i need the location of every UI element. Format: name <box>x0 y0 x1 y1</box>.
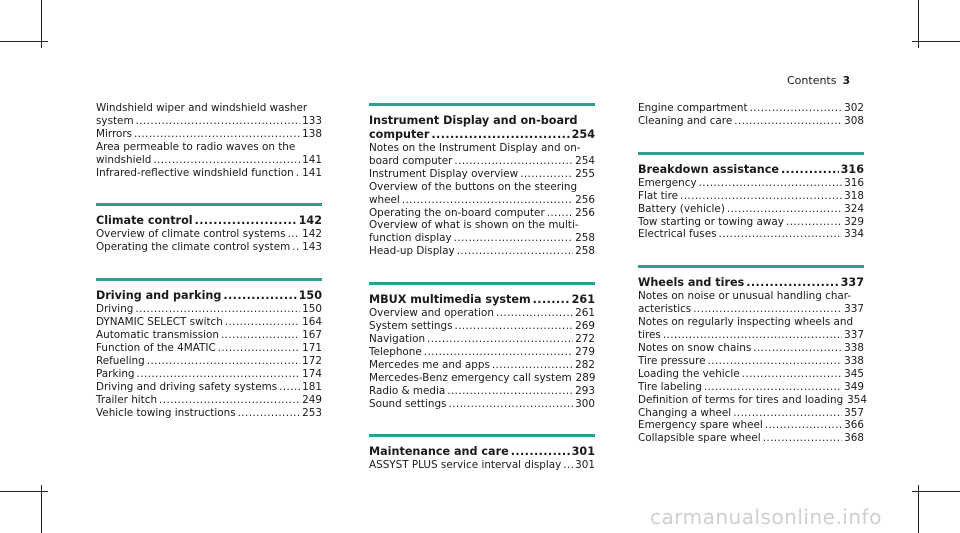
crop-mark <box>0 491 48 492</box>
dot-leader <box>547 207 573 220</box>
toc-column-3 <box>638 102 868 445</box>
dot-leader <box>765 419 842 432</box>
toc-entry-title: system <box>96 114 134 127</box>
page-number: 3 <box>842 74 851 87</box>
dot-leader <box>742 368 842 381</box>
section-title: Climate control <box>96 214 193 228</box>
toc-page-number: 289 <box>575 371 596 384</box>
toc-entry[interactable] <box>638 355 864 368</box>
toc-entry-title: Operating the climate control system <box>96 241 291 254</box>
toc-entry-title: Loading the vehicle <box>638 367 740 380</box>
toc-entry[interactable] <box>369 359 595 372</box>
toc-entry-title: Mercedes me and apps <box>369 358 490 371</box>
dot-leader <box>137 368 301 381</box>
dot-leader <box>734 115 842 128</box>
toc-column-2 <box>369 103 595 472</box>
dot-leader <box>708 355 843 368</box>
toc-page-number: 256 <box>575 193 595 206</box>
section-divider <box>369 434 595 437</box>
toc-entry-title: acteristics <box>638 303 692 316</box>
toc-page-number: 337 <box>844 329 864 342</box>
toc-entry-title: Infrared-reflective windshield function <box>96 166 294 179</box>
toc-page-number: 181 <box>302 380 322 393</box>
toc-page-number: 164 <box>302 316 322 329</box>
toc-entry-title: Battery (vehicle) <box>638 202 725 215</box>
toc-page-number: 357 <box>844 406 864 419</box>
toc-page-number: 141 <box>302 153 322 166</box>
toc-entry-title: Electrical fuses <box>638 228 717 241</box>
dot-leader <box>753 342 842 355</box>
toc-entry-title: tires <box>638 329 661 342</box>
toc-page-number: 255 <box>575 167 595 180</box>
toc-entry[interactable] <box>369 333 595 346</box>
crop-mark <box>918 485 919 533</box>
toc-entry-title: Instrument Display overview <box>369 167 519 180</box>
dot-leader <box>511 445 570 459</box>
toc-entry-title: Trailer hitch <box>96 393 158 406</box>
toc-entry-title: Tow starting or towing away <box>638 215 784 228</box>
toc-entry[interactable] <box>369 168 595 181</box>
toc-entry-title: Tire pressure <box>638 354 706 367</box>
toc-entry[interactable] <box>96 228 322 241</box>
section-divider <box>369 103 595 106</box>
toc-page-number: 308 <box>844 114 864 127</box>
toc-entry[interactable] <box>638 190 864 203</box>
toc-entry[interactable] <box>96 407 322 420</box>
toc-entry-title: Vehicle towing instructions <box>96 406 236 419</box>
dot-leader <box>781 163 839 177</box>
toc-entry[interactable] <box>96 241 322 254</box>
toc-entry-title: Flat tire <box>638 189 679 202</box>
toc-entry[interactable] <box>96 316 322 329</box>
dot-leader <box>520 168 573 181</box>
section-page-number: 337 <box>840 276 864 290</box>
dot-leader <box>288 228 301 241</box>
section-title: computer <box>369 128 430 141</box>
dot-leader <box>147 355 300 368</box>
toc-section-heading[interactable] <box>96 214 322 228</box>
dot-leader <box>135 303 300 316</box>
toc-section-heading[interactable] <box>369 293 595 307</box>
toc-page-number: 354 <box>847 393 868 406</box>
toc-entry-title: Mercedes-Benz emergency call system <box>369 371 572 384</box>
crop-mark <box>912 41 960 42</box>
toc-entry-line: Notes on regularly inspecting wheels and <box>638 316 854 329</box>
toc-entry-title: Refueling <box>96 354 145 367</box>
toc-entry[interactable] <box>369 207 595 220</box>
toc-page-number: 301 <box>575 459 595 472</box>
dot-leader <box>223 289 296 303</box>
dot-leader <box>727 203 842 216</box>
toc-entry-title: Head-up Display <box>369 245 455 258</box>
toc-section <box>369 103 595 258</box>
toc-page-number: 269 <box>575 320 595 333</box>
dot-leader <box>153 154 300 167</box>
crop-mark <box>41 485 42 533</box>
toc-page-number: 300 <box>575 397 595 410</box>
toc-entry[interactable] <box>96 128 322 141</box>
toc-column-1 <box>96 102 322 419</box>
toc-entry-title: Function of the 4MATIC <box>96 341 216 354</box>
dot-leader <box>693 303 842 316</box>
toc-entry[interactable] <box>638 102 864 115</box>
toc-section <box>96 278 322 419</box>
toc-entry-title: Changing a wheel <box>638 406 732 419</box>
toc-entry[interactable] <box>96 381 322 394</box>
toc-page-number: 368 <box>844 432 864 445</box>
dot-leader <box>663 329 842 342</box>
dot-leader <box>455 320 574 333</box>
toc-entry[interactable] <box>96 115 322 128</box>
toc-entry-line: Overview of the buttons on the steering <box>369 180 578 193</box>
toc-entry-title: Engine compartment <box>638 102 748 114</box>
dot-leader <box>292 241 300 254</box>
dot-leader <box>296 167 300 180</box>
toc-entry-line: Windshield wiper and windshield washer <box>96 102 308 114</box>
toc-entry[interactable] <box>638 329 864 342</box>
toc-entry-title: Emergency spare wheel <box>638 419 763 432</box>
toc-section-heading[interactable] <box>638 276 864 290</box>
dot-leader <box>225 316 300 329</box>
watermark: carmanualsonline.info <box>650 505 882 529</box>
toc-entry-title: Driving <box>96 303 134 316</box>
toc-entry[interactable] <box>96 342 322 355</box>
toc-page-number: 249 <box>302 393 322 406</box>
toc-entry[interactable] <box>369 398 595 411</box>
toc-entry[interactable] <box>96 394 322 407</box>
toc-entry[interactable] <box>638 228 864 241</box>
toc-entry[interactable] <box>638 393 868 407</box>
toc-section-heading[interactable] <box>638 163 864 177</box>
toc-entry-title: Tire labeling <box>638 380 702 393</box>
dot-leader <box>195 214 297 228</box>
toc-entry-title: Emergency <box>638 176 697 189</box>
toc-page-number: 324 <box>844 202 864 215</box>
dot-leader <box>454 232 574 245</box>
header-title: Contents <box>787 74 837 87</box>
toc-entry[interactable] <box>96 167 322 180</box>
toc-entry-title: DYNAMIC SELECT switch <box>96 316 223 329</box>
toc-entry-title: Automatic transmission <box>96 329 219 342</box>
toc-page-number: 302 <box>844 102 864 114</box>
toc-entry-title: function display <box>369 232 452 245</box>
dot-leader <box>704 381 842 394</box>
dot-leader <box>402 194 573 207</box>
toc-page-number: 150 <box>302 303 322 316</box>
toc-entry[interactable] <box>96 368 322 381</box>
section-page-number: 261 <box>571 293 595 307</box>
toc-entry[interactable] <box>638 419 864 432</box>
toc-page-number: 282 <box>575 358 595 371</box>
crop-mark <box>0 41 48 42</box>
toc-page-number: 318 <box>844 189 864 202</box>
toc-page-number: 345 <box>844 367 864 380</box>
section-page-number: 316 <box>840 162 864 176</box>
toc-entry-title: Sound settings <box>369 397 447 410</box>
toc-entry[interactable] <box>96 329 322 342</box>
section-title: Driving and parking <box>96 289 222 303</box>
toc-entry-title: windshield <box>96 153 152 166</box>
section-divider <box>369 282 595 285</box>
dot-leader <box>427 333 573 346</box>
toc-entry-title: ASSYST PLUS service interval display <box>369 459 562 472</box>
toc-entry[interactable] <box>638 407 864 420</box>
dot-leader <box>680 190 842 203</box>
toc-entry[interactable] <box>638 342 864 355</box>
dot-leader <box>699 177 843 190</box>
toc-entry[interactable] <box>369 372 595 385</box>
toc-page-number: 329 <box>844 215 864 228</box>
toc-page-number: 338 <box>844 341 864 354</box>
dot-leader <box>431 128 569 142</box>
toc-page-number: 258 <box>575 245 595 258</box>
toc-entry[interactable] <box>369 385 595 398</box>
toc-entry-title: Telephone <box>369 345 422 358</box>
toc-entry-line: Area permeable to radio waves on the <box>96 140 296 153</box>
toc-entry[interactable] <box>638 115 864 128</box>
toc-page-number: 142 <box>302 228 322 241</box>
toc-page-number: 366 <box>844 419 864 432</box>
toc-section <box>638 152 864 242</box>
dot-leader <box>159 394 300 407</box>
section-title-line: Instrument Display and on-board <box>369 114 578 127</box>
dot-leader <box>447 385 573 398</box>
dot-leader <box>733 407 842 420</box>
dot-leader <box>457 245 573 258</box>
toc-entry[interactable] <box>638 216 864 229</box>
toc-page-number: 143 <box>302 241 322 254</box>
dot-leader <box>424 346 573 359</box>
toc-entry[interactable] <box>369 346 595 359</box>
toc-entry[interactable] <box>96 355 322 368</box>
toc-entry[interactable] <box>638 381 864 394</box>
toc-entry-line: Notes on noise or unusual handling char- <box>638 290 852 303</box>
toc-entry-title: Overview and operation <box>369 307 494 320</box>
toc-page-number: 334 <box>844 228 864 241</box>
toc-entry-title: Radio & media <box>369 384 446 397</box>
toc-page-number: 172 <box>302 354 322 367</box>
toc-entry-title: Driving and driving safety systems <box>96 380 278 393</box>
section-title: Wheels and tires <box>638 276 745 290</box>
toc-section <box>638 265 868 445</box>
toc-page-number: 261 <box>575 307 595 320</box>
toc-entry-title: Definition of terms for tires and loading <box>638 393 844 406</box>
dot-leader <box>563 459 573 472</box>
dot-leader <box>746 276 838 290</box>
toc-page-number: 174 <box>302 367 322 380</box>
toc-entry[interactable] <box>369 245 595 258</box>
toc-entry[interactable] <box>369 232 595 245</box>
dot-leader <box>454 155 573 168</box>
dot-leader <box>136 115 301 128</box>
section-title: MBUX multimedia system <box>369 293 531 307</box>
toc-entry[interactable] <box>369 155 595 168</box>
toc-entry[interactable] <box>96 303 322 316</box>
toc-page-number: 254 <box>575 154 595 167</box>
section-divider <box>638 152 864 155</box>
toc-entry[interactable] <box>369 307 595 320</box>
toc-section <box>369 282 595 410</box>
page-header <box>787 74 927 87</box>
toc-entry-title: Cleaning and care <box>638 114 733 127</box>
toc-entry[interactable] <box>369 194 595 207</box>
toc-page-number: 138 <box>302 127 322 140</box>
dot-leader <box>448 398 573 411</box>
toc-entry-title: wheel <box>369 193 400 206</box>
dot-leader <box>750 102 843 115</box>
dot-leader <box>763 432 842 445</box>
toc-entry[interactable] <box>96 154 322 167</box>
toc-entry-title: Navigation <box>369 332 426 345</box>
dot-leader <box>719 228 843 241</box>
toc-page-number: 258 <box>575 232 595 245</box>
toc-page-number: 338 <box>844 354 864 367</box>
toc-entry[interactable] <box>369 320 595 333</box>
toc-page-number: 316 <box>844 176 864 189</box>
toc-section-heading[interactable] <box>96 289 322 303</box>
toc-section-heading[interactable] <box>369 128 595 142</box>
toc-entry-title: Collapsible spare wheel <box>638 432 761 445</box>
section-page-number: 142 <box>298 214 322 228</box>
toc-page-number: 167 <box>302 329 322 342</box>
toc-entry-title: Overview of climate control systems <box>96 228 286 241</box>
toc-entry-title: Mirrors <box>96 127 133 140</box>
toc-entry[interactable] <box>638 368 864 381</box>
toc-page-number: 293 <box>575 384 595 397</box>
section-title: Maintenance and care <box>369 445 509 459</box>
toc-page-number: 256 <box>575 206 595 219</box>
dot-leader <box>496 307 573 320</box>
toc-entry-title: System settings <box>369 320 453 333</box>
section-page-number: 254 <box>571 128 595 141</box>
dot-leader <box>238 407 301 420</box>
dot-leader <box>221 329 300 342</box>
toc-entry[interactable] <box>369 459 595 472</box>
dot-leader <box>786 216 842 229</box>
toc-entry-title: Parking <box>96 367 135 380</box>
dot-leader <box>279 381 300 394</box>
toc-entry-line: Overview of what is shown on the multi- <box>369 219 579 232</box>
toc-entry[interactable] <box>638 203 864 216</box>
section-title: Breakdown assistance <box>638 162 779 176</box>
toc-section <box>96 203 322 254</box>
toc-page-number: 141 <box>302 166 322 179</box>
toc-page-number: 349 <box>844 380 864 393</box>
toc-entry-title: Operating the on-board computer <box>369 206 545 219</box>
toc-page-number: 133 <box>302 114 322 127</box>
toc-page-number: 272 <box>575 332 595 345</box>
toc-entry[interactable] <box>638 303 864 316</box>
toc-page-number: 279 <box>575 345 595 358</box>
section-page-number: 150 <box>298 289 322 303</box>
dot-leader <box>492 359 573 372</box>
toc-entry-line: Notes on the Instrument Display and on- <box>369 142 581 154</box>
toc-entry-title: Notes on snow chains <box>638 341 752 354</box>
toc-section <box>369 434 595 472</box>
toc-section-heading[interactable] <box>369 445 595 459</box>
toc-entry-title: board computer <box>369 154 453 167</box>
section-divider <box>96 278 322 281</box>
section-divider <box>96 203 322 206</box>
dot-leader <box>218 342 300 355</box>
toc-page-number: 337 <box>844 303 864 316</box>
dot-leader <box>134 128 300 141</box>
toc-page-number: 171 <box>302 341 322 354</box>
section-page-number: 301 <box>571 445 595 459</box>
dot-leader <box>533 293 570 307</box>
toc-entry[interactable] <box>638 432 864 445</box>
crop-mark <box>912 491 960 492</box>
toc-entry[interactable] <box>638 177 864 190</box>
toc-page-number: 253 <box>302 406 322 419</box>
section-divider <box>638 265 864 268</box>
